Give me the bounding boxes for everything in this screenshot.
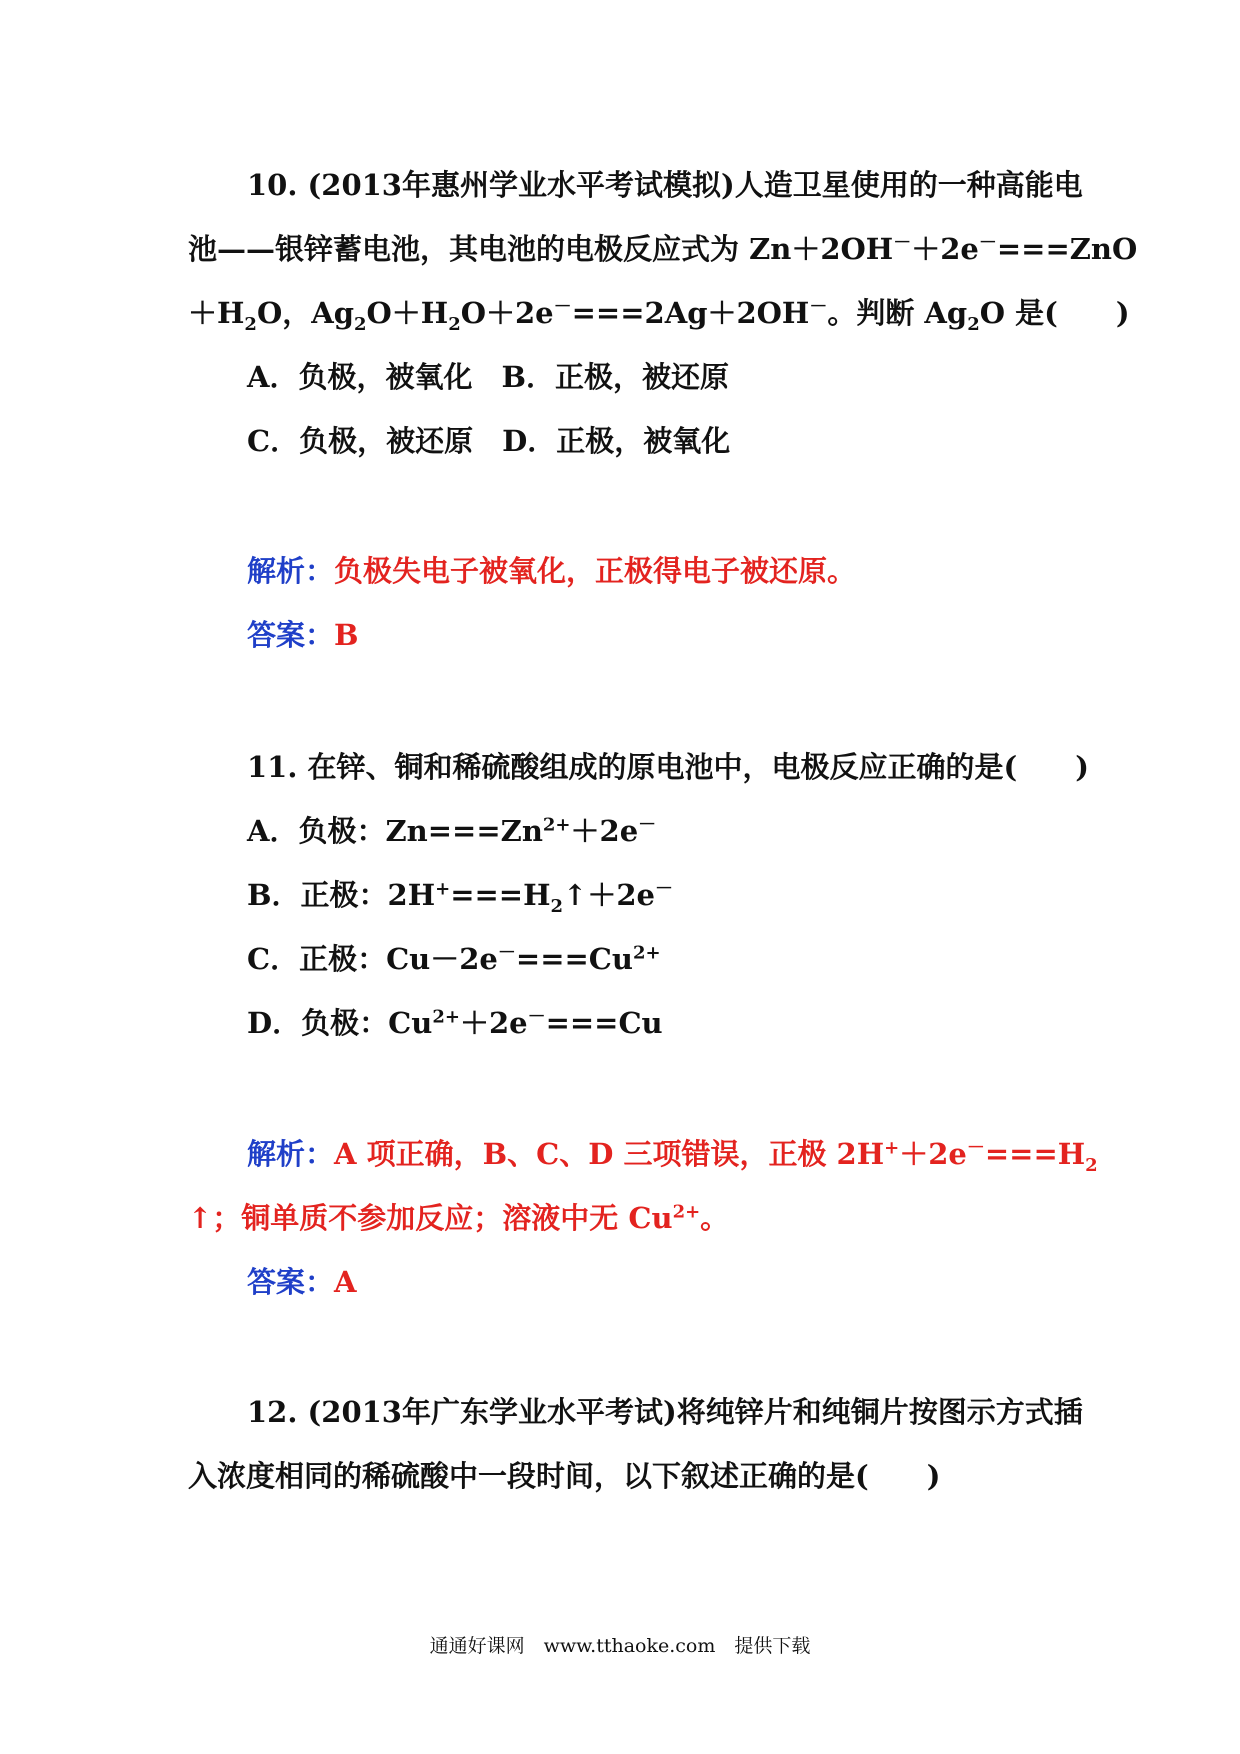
analysis-text: A 项正确，B、C、D 三项错误，正极 $2H^++2e^-===H_2$ bbox=[334, 1137, 1098, 1176]
q11-stem: 11. 在锌、铜和稀硫酸组成的原电池中，电极反应正确的是( ) bbox=[247, 750, 1089, 784]
q10-options-row2: C．负极，被还原 D．正极，被氧化 bbox=[247, 424, 731, 458]
q12-stem-line2: 入浓度相同的稀硫酸中一段时间，以下叙述正确的是( ) bbox=[188, 1459, 941, 1493]
q11-answer bbox=[247, 1262, 357, 1302]
q11-option-b: B．正极：$2H^+===H_2↑+2e^-$ bbox=[247, 878, 673, 917]
q11-option-a: A．负极：$Zn===Zn^{2+}+2e^-$ bbox=[247, 814, 657, 848]
q10-stem-line1: 10. (2013年惠州学业水平考试模拟)人造卫星使用的一种高能电 bbox=[247, 168, 1083, 202]
q10-options-row1: A．负极，被氧化 B．正极，被还原 bbox=[247, 360, 730, 394]
answer-value: B bbox=[334, 618, 359, 652]
q12-stem-line1: 12. (2013年广东学业水平考试)将纯锌片和纯铜片按图示方式插 bbox=[247, 1395, 1083, 1429]
q11-analysis-line1 bbox=[247, 1134, 1098, 1174]
q10-stem-line3: $+H_2O$，$Ag_2O+H_2O+2e^-===2Ag+2OH^-$。判断 $Ag_2O$ 是( ) bbox=[188, 296, 1130, 335]
answer-label: 答案： bbox=[247, 1265, 335, 1299]
page-footer: 通通好课网 www.tthaoke.com 提供下载 bbox=[429, 1635, 811, 1657]
q11-option-d: D．负极：$Cu^{2+}+2e^-===Cu$ bbox=[247, 1006, 663, 1040]
q11-analysis-line2: ↑；铜单质不参加反应；溶液中无 $Cu^{2+}$。 bbox=[188, 1201, 730, 1235]
q10-stem-line2: 池——银锌蓄电池，其电池的电极反应式为 Zn＋2OH－＋2e－===ZnO bbox=[188, 232, 1138, 266]
analysis-label: 解析： bbox=[247, 1137, 335, 1171]
answer-label: 答案： bbox=[247, 618, 335, 652]
q10-analysis bbox=[247, 551, 856, 591]
answer-value: A bbox=[334, 1265, 357, 1299]
q11-option-c: C．正极：$Cu-2e^-===Cu^{2+}$ bbox=[247, 942, 661, 976]
analysis-label: 解析： bbox=[247, 554, 335, 588]
q10-answer bbox=[247, 615, 359, 655]
analysis-text: 负极失电子被氧化，正极得电子被还原。 bbox=[334, 554, 857, 588]
